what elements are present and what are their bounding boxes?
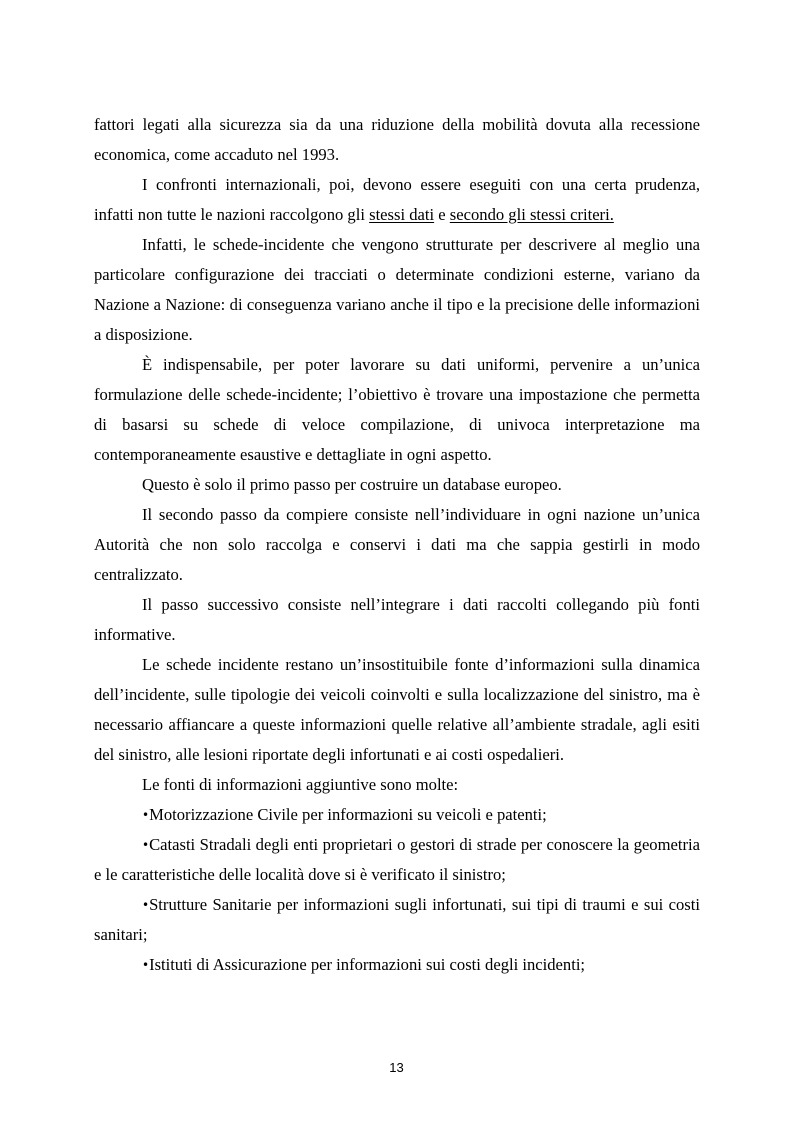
bullet-icon: • <box>142 808 150 822</box>
page-body <box>94 110 700 980</box>
bullet-icon: • <box>142 958 150 972</box>
page-number: 13 <box>389 1060 404 1075</box>
paragraph-2-text-before: I confronti internazionali, poi, devono essere eseguiti con una certa prudenza, infatti non tutte le nazioni raccolgono gli <box>94 175 700 224</box>
paragraph-8: Le schede incidente restano un’insostituibile fonte d’informazioni sulla dinamica dell’incidente, sulle tipologie dei veicoli coinvolti e sulla localizzazione del sinistro, ma è necessario affiancare a queste informazioni quelle relative all’ambiente stradale, agli esiti del sinistro, alle lesioni riportate degli infortunati e ai costi ospedalieri. <box>94 655 700 764</box>
paragraph-3: Infatti, le schede-incidente che vengono strutturate per descrivere al meglio una particolare configurazione dei tracciati o determinate condizioni esterne, variano da Nazione a Nazione: di conseguenza variano anche il tipo e la precisione delle informazioni a disposizione. <box>94 235 700 344</box>
paragraph-4: È indispensabile, per poter lavorare su dati uniformi, pervenire a un’unica formulazione delle schede-incidente; l’obiettivo è trovare una impostazione che permetta di basarsi su schede di veloce compilazione, di univoca interpretazione ma contemporaneamente esaustive e dettagliate in ogni aspetto. <box>94 355 700 464</box>
bullet-item-4-text: Istituti di Assicurazione per informazioni sui costi degli incidenti; <box>149 955 586 974</box>
paragraph-2-text-middle: e <box>434 205 450 224</box>
paragraph-9: Le fonti di informazioni aggiuntive sono molte: <box>142 775 459 794</box>
bullet-item-2-text: Catasti Stradali degli enti proprietari o gestori di strade per conoscere la geometria e le caratteristiche delle località dove si è verificato il sinistro; <box>94 835 700 884</box>
paragraph-7: Il passo successivo consiste nell’integrare i dati raccolti collegando più fonti informative. <box>94 595 700 644</box>
paragraph-2 <box>94 170 700 230</box>
bullet-item-3 <box>94 890 700 950</box>
bullet-icon: • <box>142 838 150 852</box>
bullet-item-3-text: Strutture Sanitarie per informazioni sugli infortunati, sui tipi di traumi e sui costi sanitari; <box>94 895 700 944</box>
paragraph-5: Questo è solo il primo passo per costruire un database europeo. <box>142 475 562 494</box>
bullet-item-1 <box>94 800 700 830</box>
underlined-stessi-dati: stessi dati <box>369 205 435 224</box>
bullet-item-1-text: Motorizzazione Civile per informazioni su veicoli e patenti; <box>149 805 547 824</box>
bullet-item-4 <box>94 950 700 980</box>
bullet-item-2 <box>94 830 700 890</box>
underlined-stessi-criteri: secondo gli stessi criteri. <box>449 205 614 224</box>
paragraph-6: Il secondo passo da compiere consiste nell’individuare in ogni nazione un’unica Autorità che non solo raccolga e conservi i dati ma che sappia gestirli in modo centralizzato. <box>94 505 700 584</box>
bullet-icon: • <box>142 898 150 912</box>
paragraph-1: fattori legati alla sicurezza sia da una riduzione della mobilità dovuta alla recessione economica, come accaduto nel 1993. <box>94 115 700 164</box>
